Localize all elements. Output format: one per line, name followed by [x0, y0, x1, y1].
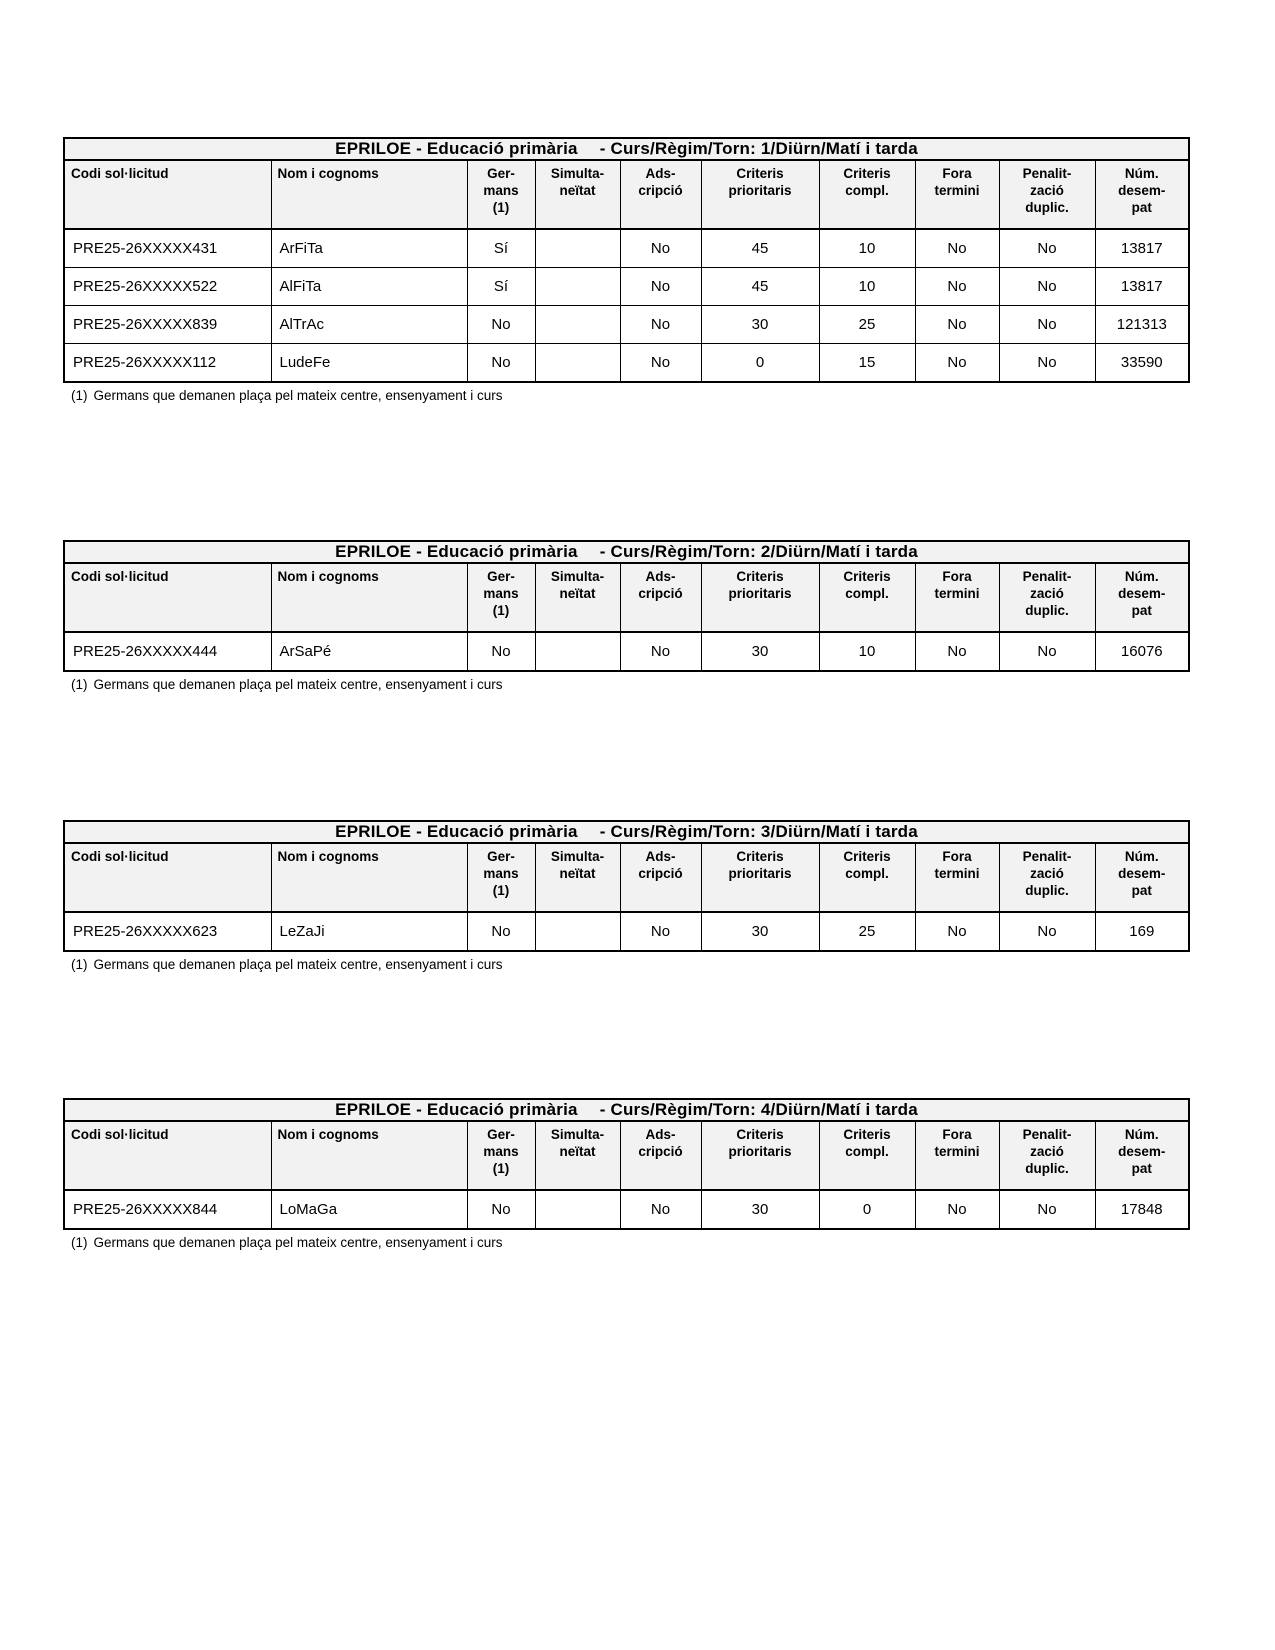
table-header-row — [64, 1121, 1189, 1190]
column-header: Ger- mans (1) — [467, 160, 535, 229]
table-row — [64, 229, 1189, 268]
cell-fora-termini: No — [915, 912, 999, 951]
table-row — [64, 306, 1189, 344]
cell-adscripcio: No — [620, 306, 701, 344]
column-header: Ads- cripció — [620, 1121, 701, 1190]
column-header: Criteris compl. — [819, 160, 915, 229]
cell-desempat: 16076 — [1095, 632, 1189, 671]
cell-fora-termini: No — [915, 344, 999, 383]
applications-table — [63, 1098, 1190, 1230]
table-header-row — [64, 160, 1189, 229]
column-header: Ger- mans (1) — [467, 843, 535, 912]
table-title-detail: - Curs/Règim/Torn: 2/Diürn/Matí i tarda — [599, 542, 918, 561]
table-title-detail: - Curs/Règim/Torn: 1/Diürn/Matí i tarda — [599, 139, 918, 158]
cell-penalitzacio: No — [999, 268, 1095, 306]
column-header: Penalit- zació duplic. — [999, 1121, 1095, 1190]
cell-codi: PRE25-26XXXXX444 — [64, 632, 271, 671]
cell-nom: LudeFe — [271, 344, 467, 383]
cell-desempat: 13817 — [1095, 268, 1189, 306]
table-title-main: EPRILOE - Educació primària — [335, 139, 578, 158]
column-header: Simulta- neïtat — [535, 843, 620, 912]
column-header: Penalit- zació duplic. — [999, 843, 1095, 912]
table-title — [64, 541, 1189, 563]
table-title-main: EPRILOE - Educació primària — [335, 542, 578, 561]
column-header: Simulta- neïtat — [535, 160, 620, 229]
table-title-detail: - Curs/Règim/Torn: 4/Diürn/Matí i tarda — [599, 1100, 918, 1119]
column-header: Fora termini — [915, 563, 999, 632]
column-header: Fora termini — [915, 160, 999, 229]
table-footnote — [63, 388, 1148, 403]
listing-block — [63, 540, 1166, 692]
table-title-main: EPRILOE - Educació primària — [335, 1100, 578, 1119]
cell-criteris-prioritaris: 45 — [701, 229, 819, 268]
column-header: Criteris compl. — [819, 563, 915, 632]
column-header: Simulta- neïtat — [535, 563, 620, 632]
cell-simultaneitat — [535, 344, 620, 383]
table-row — [64, 268, 1189, 306]
cell-desempat: 13817 — [1095, 229, 1189, 268]
table-title — [64, 1099, 1189, 1121]
column-header: Simulta- neïtat — [535, 1121, 620, 1190]
cell-fora-termini: No — [915, 632, 999, 671]
cell-nom: LoMaGa — [271, 1190, 467, 1229]
listing-block — [63, 137, 1167, 403]
cell-adscripcio: No — [620, 344, 701, 383]
cell-criteris-compl: 10 — [819, 268, 915, 306]
cell-germans: No — [467, 344, 535, 383]
column-header: Ads- cripció — [620, 563, 701, 632]
cell-criteris-compl: 10 — [819, 229, 915, 268]
cell-criteris-compl: 10 — [819, 632, 915, 671]
column-header: Nom i cognoms — [271, 563, 467, 632]
cell-simultaneitat — [535, 268, 620, 306]
cell-codi: PRE25-26XXXXX844 — [64, 1190, 271, 1229]
cell-adscripcio: No — [620, 1190, 701, 1229]
cell-nom: ArFiTa — [271, 229, 467, 268]
applications-table — [63, 540, 1190, 672]
cell-desempat: 121313 — [1095, 306, 1189, 344]
cell-desempat: 169 — [1095, 912, 1189, 951]
cell-germans: Sí — [467, 268, 535, 306]
cell-fora-termini: No — [915, 229, 999, 268]
cell-adscripcio: No — [620, 632, 701, 671]
cell-simultaneitat — [535, 912, 620, 951]
cell-germans: No — [467, 1190, 535, 1229]
column-header: Núm. desem- pat — [1095, 160, 1189, 229]
cell-criteris-prioritaris: 30 — [701, 1190, 819, 1229]
cell-criteris-prioritaris: 45 — [701, 268, 819, 306]
table-row — [64, 344, 1189, 383]
cell-adscripcio: No — [620, 229, 701, 268]
footnote-text: Germans que demanen plaça pel mateix centre, ensenyament i curs — [93, 1235, 503, 1250]
table-header-row — [64, 843, 1189, 912]
listing-block — [63, 820, 1166, 972]
column-header: Nom i cognoms — [271, 160, 467, 229]
cell-germans: No — [467, 632, 535, 671]
footnote-marker: (1) — [71, 957, 88, 972]
cell-adscripcio: No — [620, 268, 701, 306]
cell-simultaneitat — [535, 229, 620, 268]
column-header: Fora termini — [915, 843, 999, 912]
cell-fora-termini: No — [915, 306, 999, 344]
cell-criteris-compl: 25 — [819, 912, 915, 951]
column-header: Nom i cognoms — [271, 843, 467, 912]
cell-germans: No — [467, 306, 535, 344]
table-footnote — [63, 957, 1148, 972]
column-header: Criteris compl. — [819, 1121, 915, 1190]
column-header: Ger- mans (1) — [467, 1121, 535, 1190]
column-header: Codi sol·licitud — [64, 843, 271, 912]
column-header: Codi sol·licitud — [64, 563, 271, 632]
footnote-text: Germans que demanen plaça pel mateix centre, ensenyament i curs — [93, 388, 503, 403]
column-header: Núm. desem- pat — [1095, 843, 1189, 912]
cell-penalitzacio: No — [999, 632, 1095, 671]
footnote-marker: (1) — [71, 1235, 88, 1250]
cell-germans: Sí — [467, 229, 535, 268]
cell-simultaneitat — [535, 632, 620, 671]
cell-criteris-prioritaris: 30 — [701, 912, 819, 951]
table-header-row — [64, 563, 1189, 632]
footnote-marker: (1) — [71, 388, 88, 403]
column-header: Ads- cripció — [620, 843, 701, 912]
table-title-main: EPRILOE - Educació primària — [335, 822, 578, 841]
cell-codi: PRE25-26XXXXX431 — [64, 229, 271, 268]
cell-codi: PRE25-26XXXXX623 — [64, 912, 271, 951]
cell-criteris-prioritaris: 30 — [701, 306, 819, 344]
table-title — [64, 821, 1189, 843]
applications-table — [63, 820, 1190, 952]
cell-criteris-compl: 0 — [819, 1190, 915, 1229]
cell-penalitzacio: No — [999, 1190, 1095, 1229]
cell-penalitzacio: No — [999, 912, 1095, 951]
column-header: Penalit- zació duplic. — [999, 160, 1095, 229]
cell-desempat: 33590 — [1095, 344, 1189, 383]
cell-penalitzacio: No — [999, 229, 1095, 268]
column-header: Criteris prioritaris — [701, 160, 819, 229]
cell-fora-termini: No — [915, 1190, 999, 1229]
column-header: Fora termini — [915, 1121, 999, 1190]
cell-germans: No — [467, 912, 535, 951]
cell-penalitzacio: No — [999, 344, 1095, 383]
table-footnote — [63, 1235, 1148, 1250]
column-header: Ads- cripció — [620, 160, 701, 229]
table-footnote — [63, 677, 1148, 692]
column-header: Ger- mans (1) — [467, 563, 535, 632]
cell-simultaneitat — [535, 1190, 620, 1229]
cell-simultaneitat — [535, 306, 620, 344]
cell-fora-termini: No — [915, 268, 999, 306]
table-title — [64, 138, 1189, 160]
cell-criteris-prioritaris: 30 — [701, 632, 819, 671]
cell-codi: PRE25-26XXXXX112 — [64, 344, 271, 383]
cell-nom: ArSaPé — [271, 632, 467, 671]
cell-nom: AlFiTa — [271, 268, 467, 306]
column-header: Nom i cognoms — [271, 1121, 467, 1190]
table-row — [64, 912, 1189, 951]
footnote-text: Germans que demanen plaça pel mateix centre, ensenyament i curs — [93, 957, 503, 972]
column-header: Codi sol·licitud — [64, 1121, 271, 1190]
cell-codi: PRE25-26XXXXX522 — [64, 268, 271, 306]
table-row — [64, 632, 1189, 671]
cell-codi: PRE25-26XXXXX839 — [64, 306, 271, 344]
cell-penalitzacio: No — [999, 306, 1095, 344]
cell-criteris-prioritaris: 0 — [701, 344, 819, 383]
column-header: Criteris compl. — [819, 843, 915, 912]
column-header: Criteris prioritaris — [701, 563, 819, 632]
cell-nom: LeZaJi — [271, 912, 467, 951]
cell-criteris-compl: 15 — [819, 344, 915, 383]
footnote-text: Germans que demanen plaça pel mateix centre, ensenyament i curs — [93, 677, 503, 692]
column-header: Núm. desem- pat — [1095, 1121, 1189, 1190]
column-header: Penalit- zació duplic. — [999, 563, 1095, 632]
column-header: Criteris prioritaris — [701, 843, 819, 912]
table-title-detail: - Curs/Règim/Torn: 3/Diürn/Matí i tarda — [599, 822, 918, 841]
listing-block — [63, 1098, 1166, 1250]
applications-table — [63, 137, 1190, 383]
cell-desempat: 17848 — [1095, 1190, 1189, 1229]
cell-adscripcio: No — [620, 912, 701, 951]
column-header: Codi sol·licitud — [64, 160, 271, 229]
footnote-marker: (1) — [71, 677, 88, 692]
cell-criteris-compl: 25 — [819, 306, 915, 344]
cell-nom: AlTrAc — [271, 306, 467, 344]
column-header: Criteris prioritaris — [701, 1121, 819, 1190]
table-row — [64, 1190, 1189, 1229]
column-header: Núm. desem- pat — [1095, 563, 1189, 632]
